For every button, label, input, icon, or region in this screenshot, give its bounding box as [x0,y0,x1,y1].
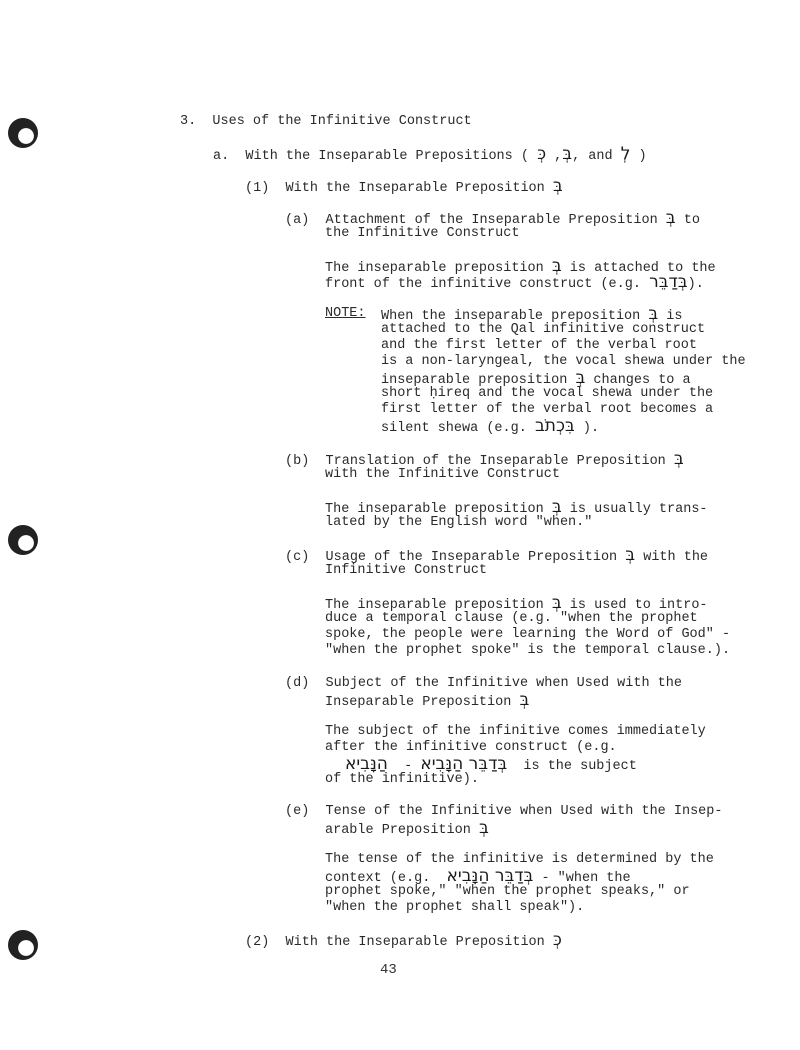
item-a-para-line1: The inseparable preposition בְּ is attached to the [325,256,716,276]
item-d-para-line3: בְּדַבֵּר הַנָּבִיא - הַנָּבִיא is the subject [345,754,637,774]
item-d-heading: (d) Subject of the Infinitive when Used with the [285,676,682,691]
note-line8: silent shewa (e.g. בִּכְתֹב ). [381,416,600,436]
note-line6: short ḥireq and the vocal shewa under the [381,386,714,401]
item-e-heading-line2: arable Preposition בְּ [325,818,489,838]
punch-hole [8,930,38,960]
item-c-heading-line2: Infinitive Construct [325,563,488,578]
page-number: 43 [380,962,397,978]
note-label: NOTE: [325,306,366,321]
item-e-para-line4: "when the prophet shall speak"). [325,900,585,915]
item-b-para-line1: The inseparable preposition בְּ is usually trans- [325,497,708,517]
item-e-para-line3: prophet spoke," "when the prophet speaks," or [325,884,690,899]
note-line7: first letter of the verbal root becomes a [381,402,714,417]
item-e-para-line2: context (e.g. בְּדַבֵּר הַנָּבִיא - "when the [325,866,631,886]
note-line2: attached to the Qal infinitive construct [381,322,706,337]
item-e-heading: (e) Tense of the Infinitive when Used with the Insep- [285,804,723,819]
item-d-para-line4: of the infinitive). [325,772,479,787]
subsection-2-heading: (2) With the Inseparable Preposition כְּ [245,930,562,950]
item-c-para-line4: "when the prophet spoke" is the temporal clause.). [325,643,731,658]
item-b-para-line2: lated by the English word "when." [325,515,593,530]
section-heading: 3. Uses of the Infinitive Construct [180,114,472,129]
note-line5: inseparable preposition בְּ changes to a [381,368,691,388]
item-a-para-line2: front of the infinitive construct (e.g. בְּדַבֵּר). [325,272,704,292]
item-d-para-line2: after the infinitive construct (e.g. [325,740,617,755]
item-a-heading: (a) Attachment of the Inseparable Preposition בְּ to [285,208,700,228]
item-c-para-line2: duce a temporal clause (e.g. "when the prophet [325,611,698,626]
item-a-heading-line2: the Infinitive Construct [325,226,520,241]
item-c-heading: (c) Usage of the Inseparable Preposition בְּ with the [285,545,709,565]
item-c-para-line3: spoke, the people were learning the Word of God" - [325,627,731,642]
item-d-para-line1: The subject of the infinitive comes immediately [325,724,706,739]
punch-hole [8,525,38,555]
item-c-para-line1: The inseparable preposition בְּ is used to intro- [325,593,708,613]
punch-hole [8,118,38,148]
note-line1: When the inseparable preposition בְּ is [381,304,683,324]
subsection-1-heading: (1) With the Inseparable Preposition בְּ [245,176,563,196]
subsection-a-heading: a. With the Inseparable Prepositions ( בְּ, כְּ , and לְ ) [213,144,647,164]
item-d-heading-line2: Inseparable Preposition בְּ [325,690,530,710]
note-line4: is a non-laryngeal, the vocal shewa under the [381,354,746,369]
item-e-para-line1: The tense of the infinitive is determined by the [325,852,714,867]
item-b-heading: (b) Translation of the Inseparable Preposition בְּ [285,449,684,469]
note-line3: and the first letter of the verbal root [381,338,697,353]
item-b-heading-line2: with the Infinitive Construct [325,467,560,482]
